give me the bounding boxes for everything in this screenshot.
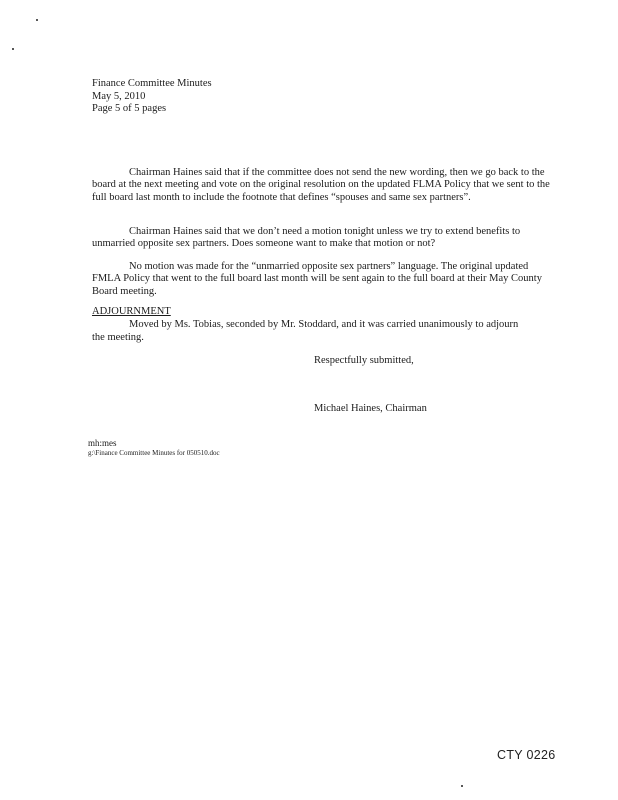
body-paragraph: Chairman Haines said that we don’t need a motion tonight unless we try to extend benefits to unmarried opposite sex partners. Does someone want to make that motion or not? [92, 225, 521, 250]
page-number: Page 5 of 5 pages [92, 103, 167, 114]
bates-number: CTY 0226 [497, 748, 556, 762]
adjournment-text: Moved by Ms. Tobias, seconded by Mr. Stoddard, and it was carried unanimously to adjourn the meeting. [92, 319, 519, 343]
document-header [92, 78, 212, 116]
document-title: Finance Committee Minutes [92, 78, 212, 89]
scan-speck [12, 48, 14, 50]
typist-initials: mh:mes [88, 438, 117, 448]
scan-speck [36, 19, 38, 21]
body-paragraph: Chairman Haines said that if the committee does not send the new wording, then we go back to the board at the next meeting and vote on the original resolution on the updated FLMA Policy that we sent to the full board last month to include the footnote that defines “spouses and same sex partners”. [92, 166, 550, 203]
meeting-date: May 5, 2010 [92, 90, 146, 102]
file-path: g:\Finance Committee Minutes for 050510.doc [88, 449, 220, 457]
adjournment-heading: ADJOURNMENT [92, 306, 171, 317]
signature-line: Michael Haines, Chairman [314, 403, 427, 414]
closing-text: Respectfully submitted, [314, 355, 414, 366]
body-paragraph: No motion was made for the “unmarried opposite sex partners” language. The original updated FMLA Policy that went to the full board last month will be sent again to the full board at their May County Board meeting. [92, 260, 542, 297]
scan-speck [461, 785, 463, 787]
